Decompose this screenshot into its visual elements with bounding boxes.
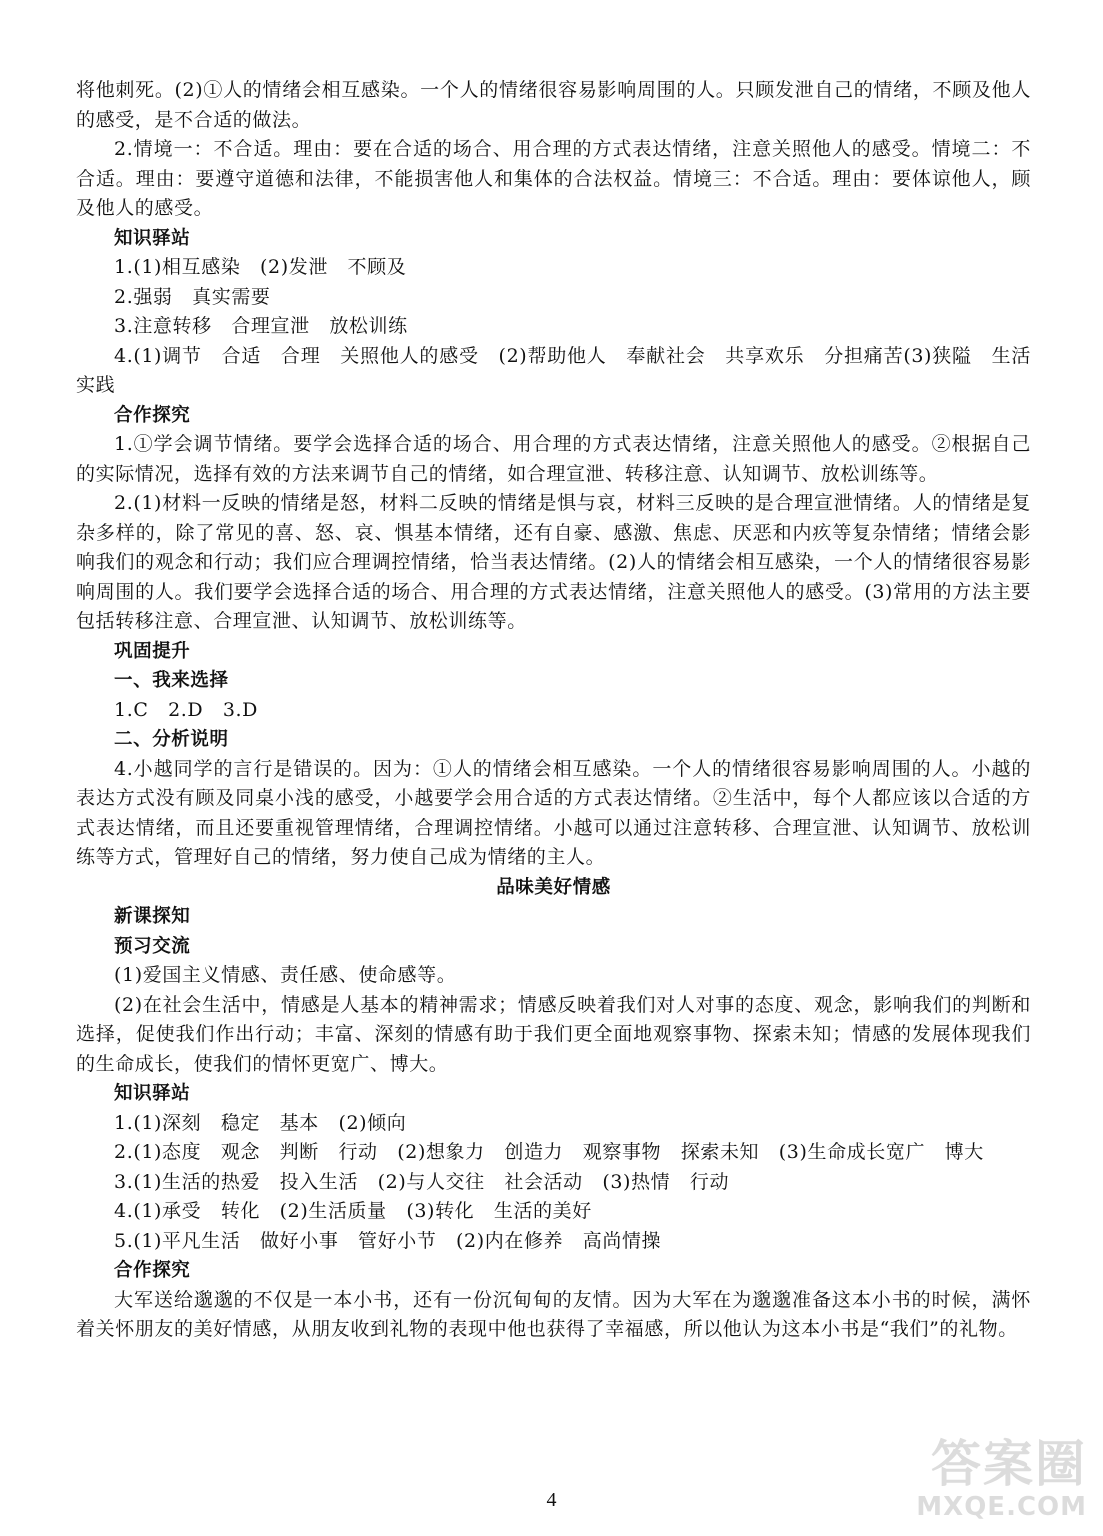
page-number: 4	[546, 1489, 557, 1511]
paragraph: 1.①学会调节情绪。要学会选择合适的场合、用合理的方式表达情绪，注意关照他人的感受。②根据自己的实际情况，选择有效的方法来调节自己的情绪，如合理宣泄、转移注意、认知调节、放松训练等。	[76, 433, 1031, 485]
answer-line: (1)爱国主义情感、责任感、使命感等。	[114, 964, 457, 986]
watermark-logo	[887, 1436, 1087, 1528]
section-heading: 知识驿站	[114, 1083, 191, 1104]
section-heading: 合作探究	[114, 1260, 191, 1281]
paragraph: 4.小越同学的言行是错误的。因为：①人的情绪会相互感染。一个人的情绪很容易影响周围的人。小越的表达方式没有顾及同桌小浅的感受，小越要学会用合适的方式表达情绪。②生活中，每个人都应该以合适的方式表达情绪，而且还要重视管理情绪，合理调控情绪。小越可以通过注意转移、合理宣泄、认知调节、放松训练等方式，管理好自己的情绪，努力使自己成为情绪的主人。	[76, 757, 1031, 868]
answer-line: 1.(1)相互感染 (2)发泄 不顾及	[114, 256, 407, 278]
watermark-url: MXQE.COM	[916, 1492, 1087, 1522]
section-heading: 巩固提升	[114, 640, 191, 662]
answer-line: 3.(1)生活的热爱 投入生活 (2)与人交往 社会活动 (3)热情 行动	[114, 1170, 730, 1193]
lesson-title: 品味美好情感	[496, 876, 611, 898]
section-heading: 一、我来选择	[114, 670, 229, 691]
section-heading: 合作探究	[114, 404, 191, 426]
answer-line: 1.C 2.D 3.D	[114, 698, 258, 721]
answer-line: 4.(1)承受 转化 (2)生活质量 (3)转化 生活的美好	[114, 1200, 592, 1222]
paragraph: 将他刺死。(2)①人的情绪会相互感染。一个人的情绪很容易影响周围的人。只顾发泄自己的情绪，不顾及他人的感受，是不合适的做法。	[76, 79, 1031, 131]
paragraph: 2.(1)材料一反映的情绪是怒，材料二反映的情绪是惧与哀，材料三反映的是合理宣泄情绪。人的情绪是复杂多样的，除了常见的喜、怒、哀、惧基本情绪，还有自豪、感激、焦虑、厌恶和内疚等复杂情绪；情绪会影响我们的观念和行动；我们应合理调控情绪，恰当表达情绪。(2)人的情绪会相互感染，一个人的情绪很容易影响周围的人。我们要学会选择合适的场合、用合理的方式表达情绪，注意关照他人的感受。(3)常用的方法主要包括转移注意、合理宣泄、认知调节、放松训练等。	[76, 492, 1031, 632]
paragraph: 2.情境一：不合适。理由：要在合适的场合、用合理的方式表达情绪，注意关照他人的感受。情境二：不合适。理由：要遵守道德和法律，不能损害他人和集体的合法权益。情境三：不合适。理由：要体谅他人，顾及他人的感受。	[76, 138, 1031, 219]
answer-line: 5.(1)平凡生活 做好小事 管好小节 (2)内在修养 高尚情操	[114, 1229, 662, 1252]
watermark-text: 答案圈	[931, 1435, 1087, 1493]
section-heading: 预习交流	[114, 935, 191, 957]
answer-line: 1.(1)深刻 稳定 基本 (2)倾向	[114, 1111, 407, 1134]
section-heading: 新课探知	[114, 906, 191, 927]
answer-line: 4.(1)调节 合适 合理 关照他人的感受 (2)帮助他人 奉献社会 共享欢乐 分担痛苦(3)狭隘 生活实践	[76, 344, 1031, 396]
section-heading: 知识驿站	[114, 227, 191, 249]
answer-line: 2.强弱 真实需要	[114, 285, 271, 308]
section-heading: 二、分析说明	[114, 729, 229, 750]
answer-line: 3.注意转移 合理宣泄 放松训练	[114, 315, 408, 337]
document-body	[76, 76, 1031, 1345]
answer-line: 2.(1)态度 观念 判断 行动 (2)想象力 创造力 观察事物 探索未知 (3)生命成长宽广 博大	[114, 1141, 984, 1163]
paragraph: (2)在社会生活中，情感是人基本的精神需求；情感反映着我们对人对事的态度、观念，影响我们的判断和选择，促使我们作出行动；丰富、深刻的情感有助于我们更全面地观察事物、探索未知；情感的发展体现我们的生命成长，使我们的情怀更宽广、博大。	[76, 993, 1031, 1075]
paragraph: 大军送给邈邈的不仅是一本小书，还有一份沉甸甸的友情。因为大军在为邈邈准备这本小书的时候，满怀着关怀朋友的美好情感，从朋友收到礼物的表现中他也获得了幸福感，所以他认为这本小书是“我们”的礼物。	[76, 1288, 1031, 1340]
